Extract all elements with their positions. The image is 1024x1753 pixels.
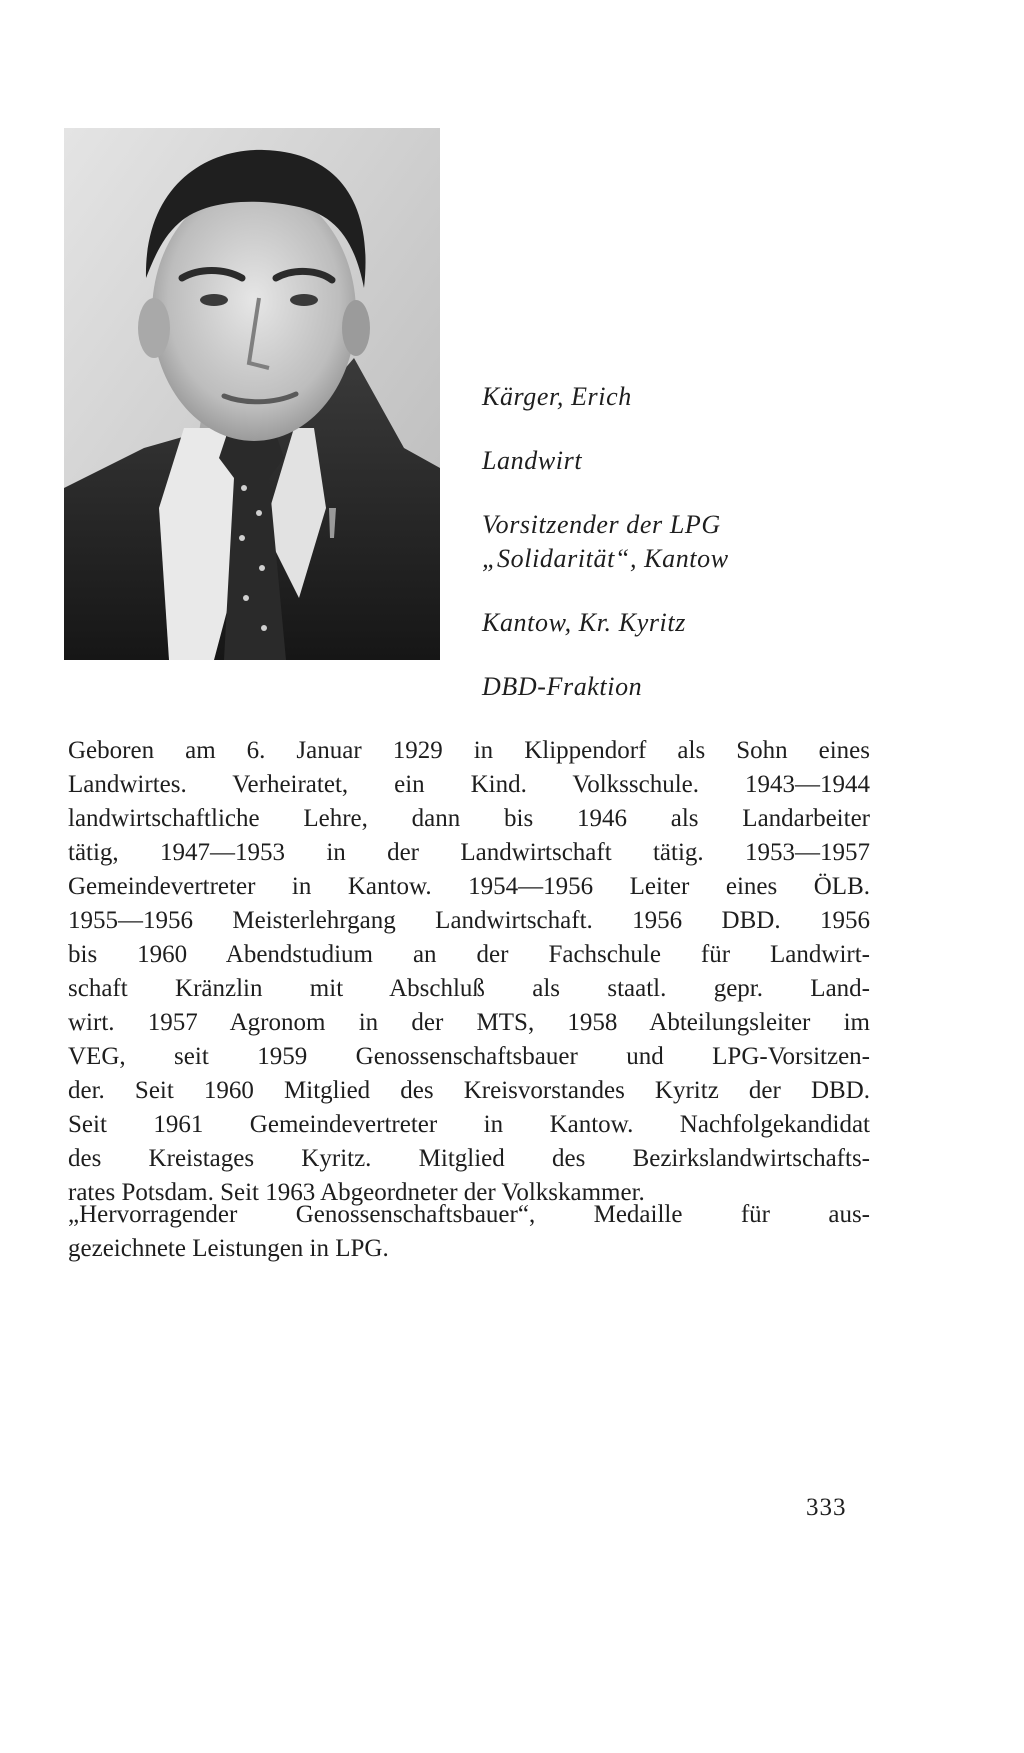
person-faction: DBD-Fraktion xyxy=(482,672,643,701)
person-profession: Landwirt xyxy=(482,446,583,475)
biography-line: landwirtschaftliche Lehre, dann bis 1946 als Landarbeiter xyxy=(68,805,870,832)
person-position-line-2: „Solidarität“, Kantow xyxy=(482,544,729,573)
biography-line: rates Potsdam. Seit 1963 Abgeordneter der Volkskammer. xyxy=(68,1179,645,1206)
page-number: 333 xyxy=(806,1494,847,1521)
biography-line: schaft Kränzlin mit Abschluß als staatl. gepr. Land- xyxy=(68,975,870,1002)
biography-line: 1955—1956 Meisterlehrgang Landwirtschaft. 1956 DBD. 1956 xyxy=(68,907,870,934)
awards-line: gezeichnete Leistungen in LPG. xyxy=(68,1235,389,1262)
awards-line: „Hervorragender Genossenschaftsbauer“, Medaille für aus- xyxy=(68,1201,870,1228)
biography-line: der. Seit 1960 Mitglied des Kreisvorstandes Kyritz der DBD. xyxy=(68,1077,870,1104)
biography-line: des Kreistages Kyritz. Mitglied des Bezirkslandwirtschafts- xyxy=(68,1145,870,1172)
person-residence: Kantow, Kr. Kyritz xyxy=(482,608,686,637)
awards-paragraph xyxy=(68,1198,870,1266)
biography-line: tätig, 1947—1953 in der Landwirtschaft tätig. 1953—1957 xyxy=(68,839,870,866)
biography-line: Geboren am 6. Januar 1929 in Klippendorf als Sohn eines xyxy=(68,737,870,764)
portrait-photo xyxy=(64,128,440,660)
biography-line: VEG, seit 1959 Genossenschaftsbauer und LPG-Vorsitzen- xyxy=(68,1043,870,1070)
biography-line: Seit 1961 Gemeindevertreter in Kantow. Nachfolgekandidat xyxy=(68,1111,870,1138)
biography-line: Landwirtes. Verheiratet, ein Kind. Volksschule. 1943—1944 xyxy=(68,771,870,798)
caption-block xyxy=(482,380,902,704)
portrait-illustration xyxy=(64,128,440,660)
biography-line: wirt. 1957 Agronom in der MTS, 1958 Abteilungsleiter im xyxy=(68,1009,870,1036)
biography-paragraph xyxy=(68,734,870,1210)
biography-line: bis 1960 Abendstudium an der Fachschule für Landwirt- xyxy=(68,941,870,968)
person-position-line-1: Vorsitzender der LPG xyxy=(482,510,721,539)
biography-line: Gemeindevertreter in Kantow. 1954—1956 Leiter eines ÖLB. xyxy=(68,873,870,900)
person-name: Kärger, Erich xyxy=(482,382,632,411)
